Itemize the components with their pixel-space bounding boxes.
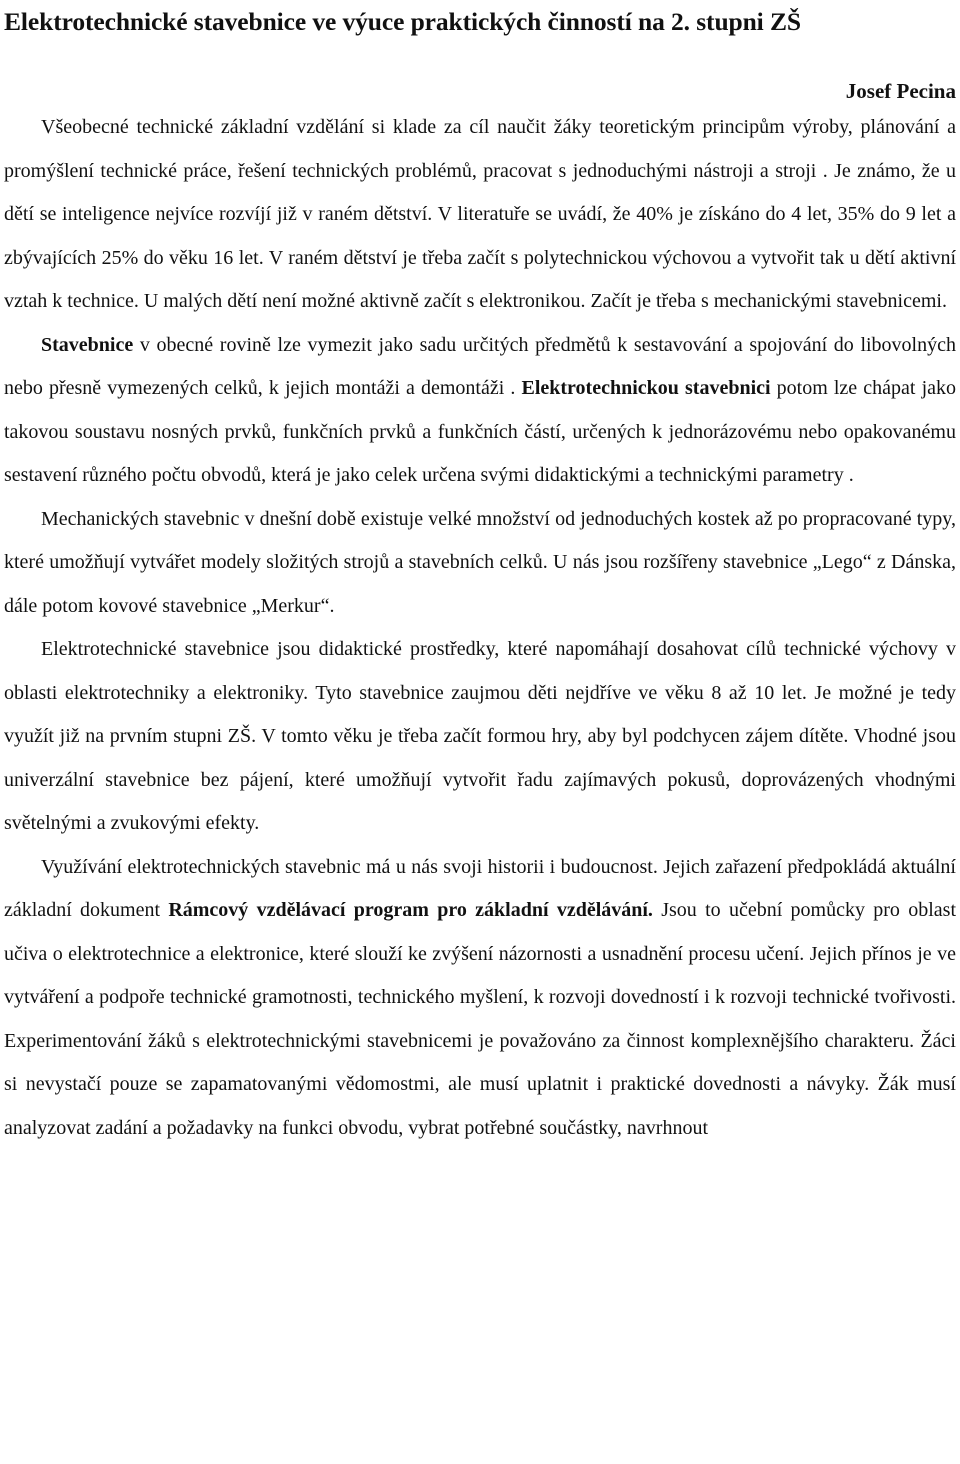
paragraph-electrotechnical-kits: Elektrotechnické stavebnice jsou didaktické prostředky, které napomáhají dosahovat cílů technické výchovy v oblasti elektrotechniky a elektroniky. Tyto stavebnice zaujmou děti nejdříve ve věku 8 až 10 let. Je možné je tedy využít již na prvním stupni ZŠ. V tomto věku je třeba začít formou hry, aby byl podchycen zájem dítěte. Vhodné jsou univerzální stavebnice bez pájení, které umožňují vytvořit řadu zajímavých pokusů, doprovázených vhodnými světelnými a zvukovými efekty. <box>4 638 956 834</box>
paragraph-mechanical-kits: Mechanických stavebnic v dnešní době existuje velké množství od jednoduchých kostek až po propracované typy, které umožňují vytvářet modely složitých strojů a stavebních celků. U nás jsou rozšířeny stavebnice „Lego“ z Dánska, dále potom kovové stavebnice „Merkur“. <box>4 507 956 617</box>
paragraph-intro: Všeobecné technické základní vzdělání si klade za cíl naučit žáky teoretickým principům výroby, plánování a promýšlení technické práce, řešení technických problémů, pracovat s jednoduchými nástroji a stroji . Je známo, že u dětí se inteligence nejvíce rozvíjí již v raném dětství. V literatuře se uvádí, že 40% je získáno do 4 let, 35% do 9 let a zbývajících 25% do věku 16 let. V raném dětství je třeba začít s polytechnickou výchovou a vytvořit tak u dětí aktivní vztah k technice. U malých dětí není možné aktivně začít s elektronikou. Začít je třeba s mechanickými stavebnicemi. <box>4 116 956 312</box>
paragraph-stavebnice-definition <box>4 324 956 498</box>
paragraph-text: Využívání elektrotechnických stavebnic má u nás svoji historii i budoucnost. Jejich zařazení předpokládá aktuální základní dokument <box>4 855 956 921</box>
document-page <box>4 0 956 1150</box>
document-title: Elektrotechnické stavebnice ve výuce praktických činností na 2. stupni ZŠ <box>4 7 801 36</box>
term-elektrotechnicka-stavebnice: Elektrotechnickou stavebnici <box>521 377 771 399</box>
paragraph-text: v obecné rovině lze vymezit jako sadu určitých předmětů k sestavování a spojování do libovolných nebo přesně vymezených celků, k jejich montáži a demontáži . <box>4 333 956 399</box>
paragraph-text: Jsou to učební pomůcky pro oblast učiva o elektrotechnice a elektronice, které slouží ke zvýšení názornosti a usnadnění procesu učení. Jejich přínos je ve vytváření a podpoře technické gramotnosti, technického myšlení, k rozvoji dovedností i k rozvoji technické tvořivosti. Experimentování žáků s elektrotechnickými stavebnicemi je považováno za činnost komplexnějšího charakteru. Žáci si nevystačí pouze se zapamatovanými vědomostmi, ale musí uplatnit i praktické dovednosti a návyky. Žák musí analyzovat zadání a požadavky na funkci obvodu, vybrat potřebné součástky, navrhnout <box>4 899 956 1139</box>
term-rvp: Rámcový vzdělávací program pro základní vzdělávání. <box>168 899 653 921</box>
paragraph-usage-history <box>4 846 956 1151</box>
paragraph-text: potom lze chápat jako takovou soustavu nosných prvků, funkčních prvků a funkčních částí, určených k jednorázovému nebo opakovanému sestavení různého počtu obvodů, která je jako celek určena svými didaktickými a technickými parametry . <box>4 377 957 486</box>
term-stavebnice: Stavebnice <box>41 333 134 356</box>
author-name: Josef Pecina <box>845 79 956 103</box>
